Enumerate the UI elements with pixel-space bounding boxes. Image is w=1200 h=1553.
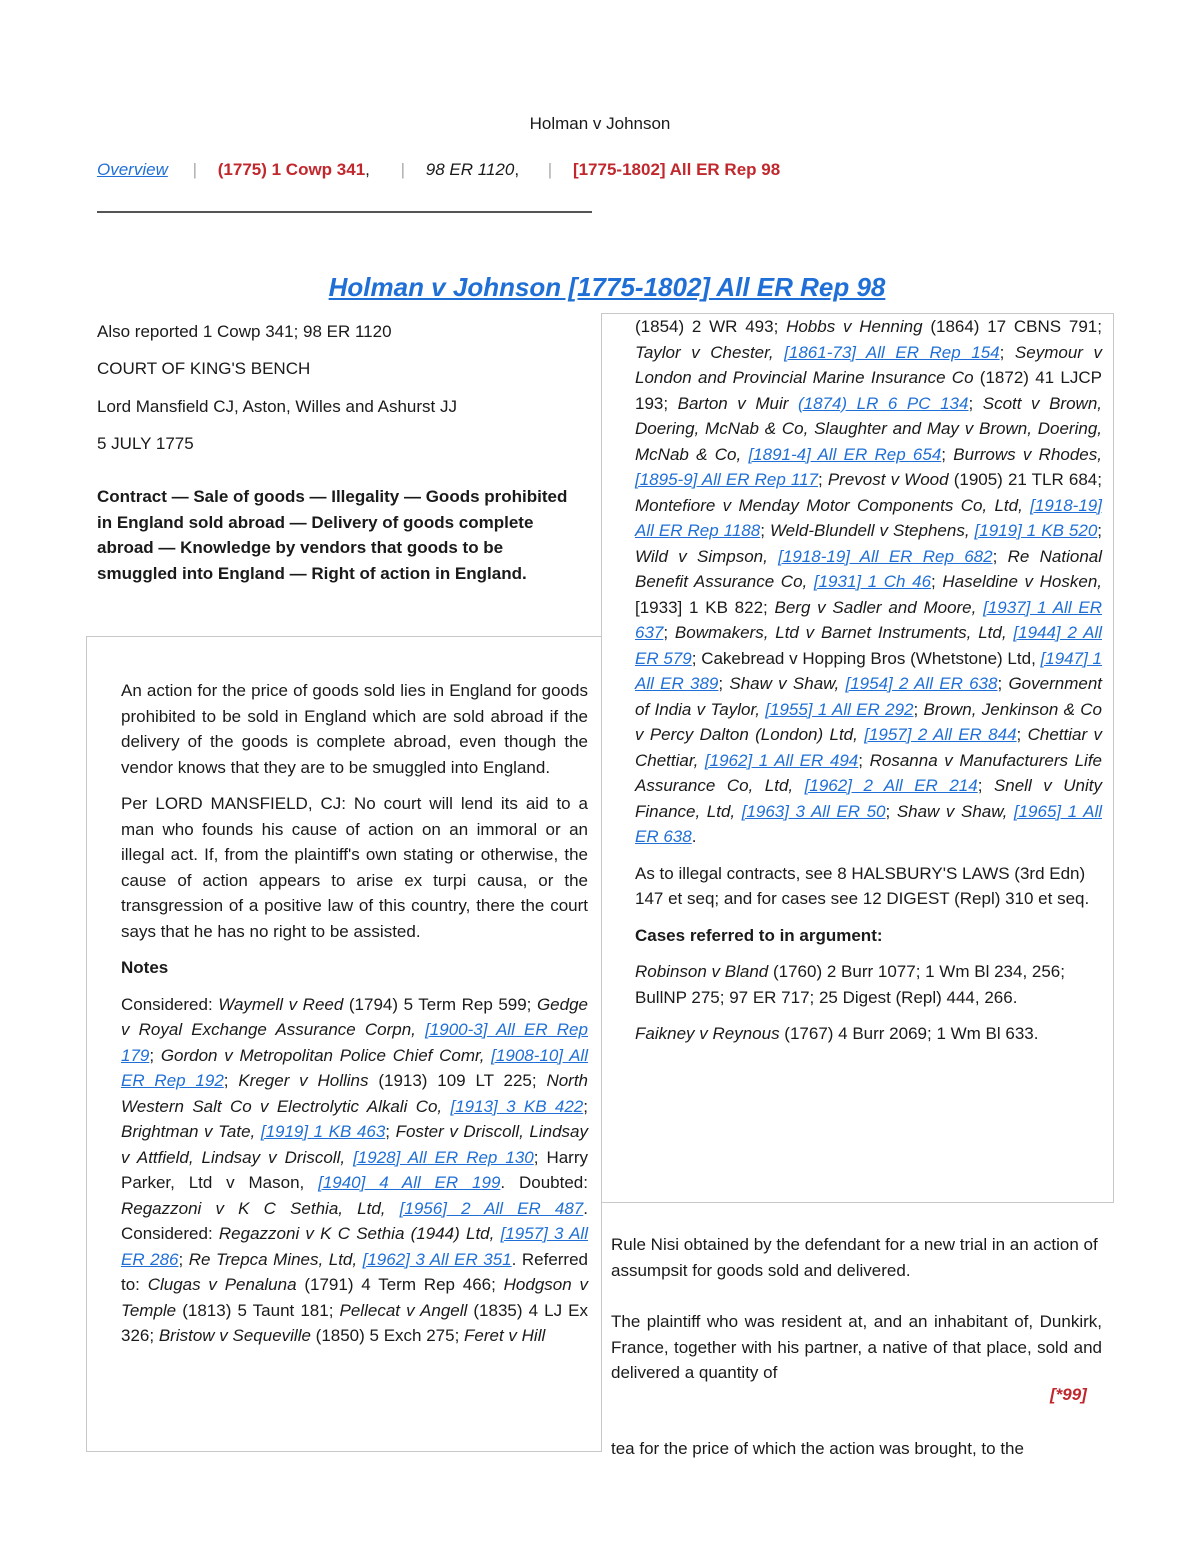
- citation-link[interactable]: [1954] 2 All ER 638: [845, 674, 998, 693]
- header-title: Holman v Johnson: [529, 114, 671, 133]
- case-name: Bowmakers, Ltd v Barnet Instruments, Ltd,: [674, 623, 1007, 642]
- case-name: Brightman v Tate,: [121, 1122, 256, 1141]
- citation-cowp[interactable]: (1775) 1 Cowp 341: [217, 160, 366, 179]
- page-marker: [*99]: [1050, 1385, 1087, 1404]
- citation-link[interactable]: [1955] 1 All ER 292: [765, 699, 914, 719]
- overview-link[interactable]: Overview: [97, 160, 168, 179]
- citation-link[interactable]: [1919] 1 KB 463: [260, 1122, 386, 1141]
- case-name: Weld-Blundell v Stephens,: [769, 521, 970, 540]
- citation-link[interactable]: [1908-10] All ER Rep 192: [121, 1045, 588, 1090]
- case-name: Regazzoni v K C Sethia, Ltd,: [121, 1198, 386, 1218]
- case-name: Hobbs v Henning: [786, 317, 923, 336]
- case-name: Shaw v Shaw,: [896, 801, 1008, 821]
- citation-link[interactable]: [1895-9] All ER Rep 117: [635, 470, 818, 489]
- nav-separator: |: [192, 160, 198, 179]
- citation-link[interactable]: [1928] All ER Rep 130: [353, 1147, 534, 1167]
- citation-link[interactable]: [1861-73] All ER Rep 154: [784, 342, 1000, 362]
- citation-link[interactable]: [1962] 3 All ER 351: [362, 1249, 512, 1269]
- right-column: [635, 314, 1102, 1058]
- case-name: Kreger v Hollins: [238, 1071, 369, 1090]
- case-name: Snell v Unity Finance, Ltd,: [635, 776, 1102, 821]
- case-name: Waymell v Reed: [218, 994, 344, 1014]
- citation-link[interactable]: [1965] 1 All ER 638: [635, 801, 1102, 846]
- nav-separator: |: [400, 160, 406, 179]
- case-name: Regazzoni v K C Sethia (1944) Ltd,: [218, 1224, 495, 1243]
- halsbury-reference: As to illegal contracts, see 8 HALSBURY'S LAWS (3rd Edn) 147 et seq; and for cases see 12 DIGEST (Repl) 310 et seq.: [635, 863, 1090, 908]
- case-name: Chettiar v Chettiar,: [635, 725, 1102, 770]
- citation-link[interactable]: [1913] 3 KB 422: [450, 1096, 584, 1116]
- case-name: Montefiore v Menday Motor Components Co, Ltd,: [635, 495, 1023, 515]
- case-name: Government of India v Taylor,: [635, 674, 1102, 719]
- citation-link[interactable]: [1940] 4 All ER 199: [318, 1173, 501, 1192]
- nav-separator: |: [547, 160, 553, 179]
- case-name: Hodgson v Temple: [121, 1275, 588, 1320]
- citation-link[interactable]: [1918-19] All ER Rep 682: [778, 546, 993, 566]
- citation-link[interactable]: [1931] 1 Ch 46: [813, 572, 932, 591]
- case-name: Faikney v Reynous: [635, 1024, 780, 1043]
- case-item: Robinson v Bland (1760) 2 Burr 1077; 1 Wm Bl 234, 256; BullNP 275; 97 ER 717; 25 Digest (Repl) 444, 266.: [635, 962, 1065, 1007]
- facts-continued: tea for the price of which the action was brought, to the: [611, 1439, 1024, 1458]
- cases-heading: Cases referred to in argument:: [635, 925, 883, 945]
- citation-all-er[interactable]: [1775-1802] All ER Rep 98: [572, 160, 781, 179]
- case-name: Re National Benefit Assurance Co,: [635, 546, 1103, 591]
- citation-link[interactable]: [1957] 3 All ER 286: [121, 1224, 588, 1269]
- citation-nav: Overview | (1775) 1 Cowp 341, | 98 ER 1120, | [1775-1802] All ER Rep 98: [97, 160, 781, 179]
- citation-link[interactable]: [1937] 1 All ER 637: [635, 597, 1102, 642]
- citation-link[interactable]: [1957] 2 All ER 844: [864, 725, 1017, 744]
- citation-link[interactable]: [1919] 1 KB 520: [974, 521, 1098, 540]
- case-name: Prevost v Wood: [827, 470, 949, 489]
- citation-link[interactable]: [1944] 2 All ER 579: [635, 623, 1102, 668]
- case-name: Re Trepca Mines, Ltd,: [188, 1249, 358, 1269]
- case-name: Pellecat v Angell: [339, 1300, 468, 1320]
- case-name: Seymour v London and Provincial Marine Insurance Co: [635, 342, 1102, 387]
- divider: [97, 211, 592, 213]
- facts-paragraph: The plaintiff who was resident at, and an inhabitant of, Dunkirk, France, together with his partner, a native of that place, sold and delivered a quantity of: [611, 1312, 1102, 1382]
- case-item: Faikney v Reynous (1767) 4 Burr 2069; 1 Wm Bl 633.: [635, 1024, 1039, 1043]
- case-name: Shaw v Shaw,: [729, 674, 840, 693]
- citation-link[interactable]: [1962] 2 All ER 214: [804, 776, 978, 795]
- case-name: North Western Salt Co v Electrolytic Alkali Co,: [121, 1071, 589, 1116]
- citation-er[interactable]: 98 ER 1120: [425, 160, 515, 179]
- case-name: Berg v Sadler and Moore,: [774, 597, 977, 617]
- document-title[interactable]: Holman v Johnson [1775-1802] All ER Rep 98: [328, 272, 886, 302]
- case-name: Taylor v Chester,: [635, 342, 774, 362]
- case-name: Haseldine v Hosken,: [942, 572, 1103, 591]
- citation-link[interactable]: [1947] 1 All ER 389: [635, 648, 1102, 693]
- citation-link[interactable]: [1963] 3 All ER 50: [741, 801, 886, 821]
- notes-continued: (1854) 2 WR 493; Hobbs v Henning (1864) 17 CBNS 791; Taylor v Chester, [1861-73] All ER Rep 154; Seymour v London and Provincial Marine Insurance Co (1872) 41 LJCP 193; Barton v Muir (1874) LR 6 PC 134; Scott v Brown, Doering, McNab & Co, Slaughter and May v Brown, Doering, McNab & Co, [1891-4] All ER Rep 654; Burrows v Rhodes, [1895-9] All ER Rep 117; Prevost v Wood (1905) 21 TLR 684; Montefiore v Menday Motor Components Co, Ltd, [1918-19] All ER Rep 1188; Weld-Blundell v Stephens, [1919] 1 KB 520; Wild v Simpson, [1918-19] All ER Rep 682; Re National Benefit Assurance Co, [1931] 1 Ch 46; Haseldine v Hosken, [1933] 1 KB 822; Berg v Sadler and Moore, [1937] 1 All ER 637; Bowmakers, Ltd v Barnet Instruments, Ltd, [1944] 2 All ER 579; Cakebread v Hopping Bros (Whetstone) Ltd, [1947] 1 All ER 389; Shaw v Shaw, [1954] 2 All ER 638; Government of India v Taylor, [1955] 1 All ER 292; Brown, Jenkinson & Co v Percy Dalton (London) Ltd, [1957] 2 All ER 844; Chettiar v Chettiar, [1962] 1 All ER 494; Rosanna v Manufacturers Life Assurance Co, Ltd, [1962] 2 All ER 214; Snell v Unity Finance, Ltd, [1963] 3 All ER 50; Shaw v Shaw, [1965] 1 All ER 638.: [635, 317, 1103, 846]
- per-mansfield: Per LORD MANSFIELD, CJ: No court will lend its aid to a man who founds his cause of action on an immoral or an illegal act. If, from the plaintiff's own stating or otherwise, the cause of action appears to arise ex turpi causa, or the transgression of a positive law of this country, there the court says that he has no right to be assisted.: [121, 794, 588, 941]
- decision-date: 5 JULY 1775: [97, 434, 194, 453]
- case-name: Brown, Jenkinson & Co v Percy Dalton (London) Ltd,: [635, 699, 1102, 744]
- case-name: Robinson v Bland: [635, 962, 769, 981]
- notes-heading: Notes: [121, 958, 169, 977]
- catchwords: Contract — Sale of goods — Illegality — Goods prohibited in England sold abroad — Delivery of goods complete abroad — Knowledge by vendors that goods to be smuggled into England — Right of action in England.: [97, 487, 568, 583]
- citation-link[interactable]: [1900-3] All ER Rep 179: [121, 1020, 588, 1065]
- notes-text: Considered: Waymell v Reed (1794) 5 Term Rep 599; Gedge v Royal Exchange Assurance Corpn, [1900-3] All ER Rep 179; Gordon v Metropolitan Police Chief Comr, [1908-10] All ER Rep 192; Kreger v Hollins (1913) 109 LT 225; North Western Salt Co v Electrolytic Alkali Co, [1913] 3 KB 422; Brightman v Tate, [1919] 1 KB 463; Foster v Driscoll, Lindsay v Attfield, Lindsay v Driscoll, [1928] All ER Rep 130; Harry Parker, Ltd v Mason, [1940] 4 All ER 199. Doubted: Regazzoni v K C Sethia, Ltd, [1956] 2 All ER 487. Considered: Regazzoni v K C Sethia (1944) Ltd, [1957] 3 All ER 286; Re Trepca Mines, Ltd, [1962] 3 All ER 351. Referred to: Clugas v Penaluna (1791) 4 Term Rep 466; Hodgson v Temple (1813) 5 Taunt 181; Pellecat v Angell (1835) 4 LJ Ex 326; Bristow v Sequeville (1850) 5 Exch 275; Feret v Hill: [121, 994, 589, 1345]
- left-column: [121, 678, 588, 1360]
- citation-link[interactable]: (1874) LR 6 PC 134: [797, 393, 969, 413]
- also-reported: Also reported 1 Cowp 341; 98 ER 1120: [97, 322, 392, 341]
- case-name: Gedge v Royal Exchange Assurance Corpn,: [121, 994, 588, 1039]
- holding: An action for the price of goods sold lies in England for goods prohibited to be sold in England which are sold abroad if the delivery of the goods is complete abroad, even though the vendor knows that they are to be smuggled into England.: [121, 681, 588, 777]
- court-name: COURT OF KING'S BENCH: [97, 359, 311, 378]
- case-name: Rosanna v Manufacturers Life Assurance Co, Ltd,: [635, 750, 1102, 795]
- citation-link[interactable]: [1956] 2 All ER 487: [399, 1198, 584, 1218]
- case-name: Feret v Hill: [464, 1326, 546, 1345]
- case-name: Bristow v Sequeville: [158, 1326, 311, 1345]
- citation-link[interactable]: [1962] 1 All ER 494: [704, 750, 859, 770]
- case-name: Scott v Brown, Doering, McNab & Co, Slaughter and May v Brown, Doering, McNab & Co,: [635, 393, 1102, 464]
- rule-nisi: Rule Nisi obtained by the defendant for a new trial in an action of assumpsit for goods sold and delivered.: [611, 1235, 1098, 1280]
- case-name: Gordon v Metropolitan Police Chief Comr,: [160, 1045, 485, 1065]
- case-name: Barton v Muir: [677, 393, 789, 413]
- judges: Lord Mansfield CJ, Aston, Willes and Ashurst JJ: [97, 397, 457, 416]
- citation-link[interactable]: [1918-19] All ER Rep 1188: [635, 495, 1102, 540]
- case-name: Wild v Simpson,: [635, 546, 768, 566]
- case-name: Burrows v Rhodes,: [953, 444, 1102, 464]
- case-name: Clugas v Penaluna: [147, 1275, 297, 1294]
- citation-link[interactable]: [1891-4] All ER Rep 654: [748, 444, 942, 464]
- case-name: Foster v Driscoll, Lindsay v Attfield, Lindsay v Driscoll,: [121, 1122, 588, 1167]
